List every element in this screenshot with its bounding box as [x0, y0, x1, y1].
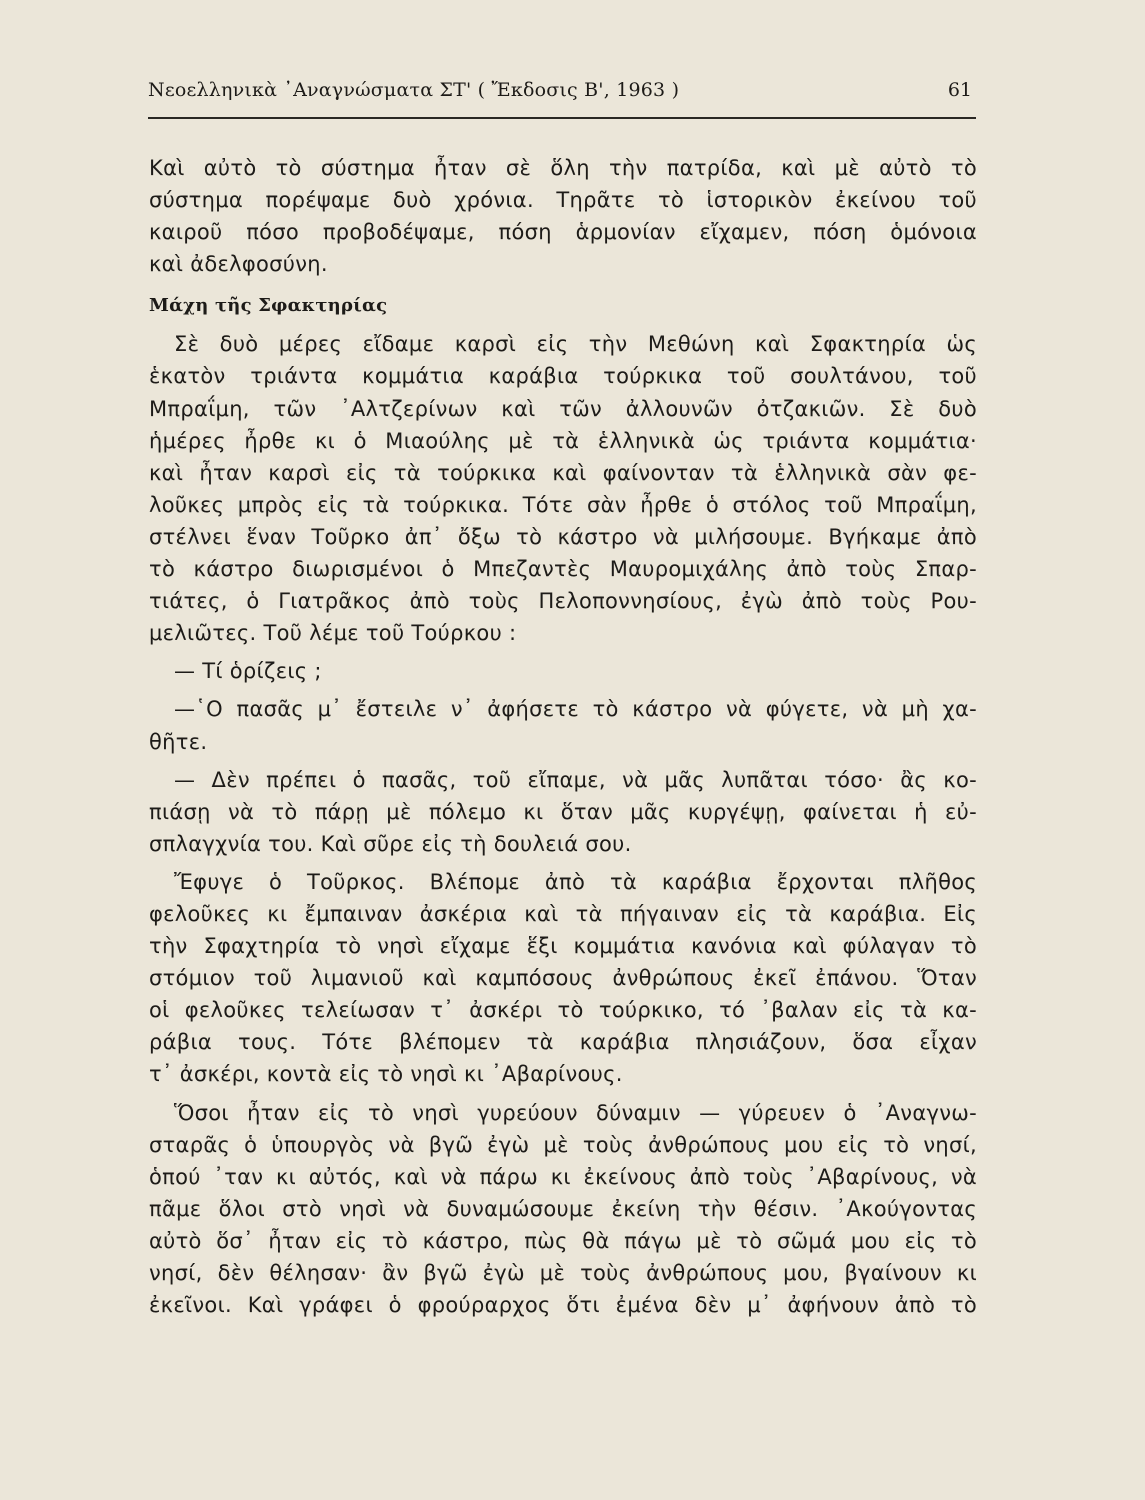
text-line: θῆτε. [149, 729, 208, 754]
text-line: καὶ ἀδελφοσύνη. [149, 252, 328, 277]
text-line: ἐκεῖνοι. Καὶ γράφει ὁ φρούραρχος ὅτι ἐμένα δὲν μ᾿ ἀφήνουν ἀπὸ τὸ [149, 1293, 977, 1318]
text-line: καὶ ἦταν καρσὶ εἰς τὰ τούρκικα καὶ φαίνονταν τὰ ἑλληνικὰ σὰν φε- [149, 460, 977, 485]
text-line: στόμιον τοῦ λιμανιοῦ καὶ καμπόσους ἀνθρώπους ἐκεῖ ἐπάνου. Ὅταν [149, 966, 977, 991]
text-line: Καὶ αὐτὸ τὸ σύστημα ἦταν σὲ ὅλη τὴν πατρίδα, καὶ μὲ αὐτὸ τὸ [149, 156, 977, 180]
text-line: καιροῦ πόσο προβοδέψαμε, πόση ἁρμονίαν εἴχαμεν, πόση ὁμόνοια [149, 220, 977, 245]
text-line: τ᾿ ἀσκέρι, κοντὰ εἰς τὸ νησὶ κι ᾿Αβαρίνους. [149, 1062, 623, 1087]
paragraph-4 [149, 1097, 977, 1322]
text-line: τιάτες, ὁ Γιατρᾶκος ἀπὸ τοὺς Πελοποννησίους, ἐγὼ ἀπὸ τοὺς Ρου- [149, 589, 977, 614]
dialogue-1 [149, 655, 977, 687]
paragraph-1 [149, 152, 977, 280]
text-line: Μπραΐμη, τῶν ᾿Αλτζερίνων καὶ τῶν ἀλλουνῶν ὀτζακιῶν. Σὲ δυὸ [149, 396, 977, 421]
text-line: οἱ φελοῦκες τελείωσαν τ᾿ ἀσκέρι τὸ τούρκικο, τό ᾿βαλαν εἰς τὰ κα- [149, 998, 977, 1023]
text-line: τὴν Σφαχτηρία τὸ νησὶ εἴχαμε ἕξι κομμάτια κανόνια καὶ φύλαγαν τὸ [149, 934, 977, 959]
page-number: 61 [947, 79, 972, 101]
dialogue-3 [149, 764, 977, 860]
text-line: ἑκατὸν τριάντα κομμάτια καράβια τούρκικα τοῦ σουλτάνου, τοῦ [149, 364, 977, 389]
paragraph-3 [149, 866, 977, 1091]
text-line: ἡμέρες ἦρθε κι ὁ Μιαούλης μὲ τὰ ἑλληνικὰ ὡς τριάντα κομμάτια· [149, 428, 977, 453]
text-line: πᾶμε ὅλοι στὸ νησὶ νὰ δυναμώσουμε ἐκείνη τὴν θέσιν. ᾿Ακούγοντας [149, 1196, 977, 1221]
page-body [149, 152, 977, 1321]
text-line: — Δὲν πρέπει ὁ πασᾶς, τοῦ εἴπαμε, νὰ μᾶς λυπᾶται τόσο· ἂς κο- [174, 767, 977, 792]
running-title: Νεοελληνικὰ ᾿Αναγνώσματα ΣΤ' ( Ἔκδοσις Β', 1963 ) [148, 79, 680, 101]
text-line: Ὅσοι ἦταν εἰς τὸ νησὶ γυρεύουν δύναμιν — γύρευεν ὁ ᾿Αναγνω- [174, 1100, 977, 1125]
text-line: — Τί ὁρίζεις ; [174, 659, 322, 684]
text-line: σύστημα πορέψαμε δυὸ χρόνια. Τηρᾶτε τὸ ἱστορικὸν ἐκείνου τοῦ [149, 188, 977, 213]
text-line: νησί, δὲν θέλησαν· ἂν βγῶ ἐγὼ μὲ τοὺς ἀνθρώπους μου, βγαίνουν κι [149, 1261, 977, 1285]
text-line: μελιῶτες. Τοῦ λέμε τοῦ Τούρκου : [149, 621, 517, 646]
paragraph-2 [149, 328, 977, 649]
page-header [148, 75, 976, 119]
dialogue-2 [149, 693, 977, 757]
text-line: ὁπού ᾿ταν κι αὐτός, καὶ νὰ πάρω κι ἐκείνους ἀπὸ τοὺς ᾿Αβαρίνους, νὰ [149, 1164, 977, 1189]
text-line: φελοῦκες κι ἔμπαιναν ἀσκέρια καὶ τὰ πήγαιναν εἰς τὰ καράβια. Εἰς [149, 901, 977, 926]
text-line: Ἔφυγε ὁ Τοῦρκος. Βλέπομε ἀπὸ τὰ καράβια ἔρχονται πλῆθος [174, 869, 977, 894]
text-line: τὸ κάστρο διωρισμένοι ὁ Μπεζαντὲς Μαυρομιχάλης ἀπὸ τοὺς Σπαρ- [149, 557, 977, 582]
text-line: στέλνει ἕναν Τοῦρκο ἀπ᾿ ὄξω τὸ κάστρο νὰ μιλήσουμε. Βγήκαμε ἀπὸ [149, 524, 977, 549]
text-line: λοῦκες μπρὸς εἰς τὰ τούρκικα. Τότε σὰν ἦρθε ὁ στόλος τοῦ Μπραΐμη, [149, 492, 977, 517]
text-line: αὐτὸ ὅσ᾿ ἦταν εἰς τὸ κάστρο, πὼς θὰ πάγω μὲ τὸ σῶμά μου εἰς τὸ [149, 1228, 977, 1253]
text-line: Σὲ δυὸ μέρες εἴδαμε καρσὶ εἰς τὴν Μεθώνη καὶ Σφακτηρία ὡς [174, 332, 977, 357]
text-line: πιάσῃ νὰ τὸ πάρῃ μὲ πόλεμο κι ὅταν μᾶς κυργέψῃ, φαίνεται ἡ εὐ- [149, 799, 977, 824]
text-line: —῾Ο πασᾶς μ᾿ ἔστειλε ν᾿ ἀφήσετε τὸ κάστρο νὰ φύγετε, νὰ μὴ χα- [174, 697, 977, 722]
section-heading: Μάχη τῆς Σφακτηρίας [149, 295, 388, 317]
text-line: σταρᾶς ὁ ὑπουργὸς νὰ βγῶ ἐγὼ μὲ τοὺς ἀνθρώπους μου εἰς τὸ νησί, [149, 1132, 977, 1157]
text-line: ράβια τους. Τότε βλέπομεν τὰ καράβια πλησιάζουν, ὅσα εἶχαν [149, 1030, 977, 1055]
text-line: σπλαγχνία του. Καὶ σῦρε εἰς τὴ δουλειά σου. [149, 831, 632, 856]
